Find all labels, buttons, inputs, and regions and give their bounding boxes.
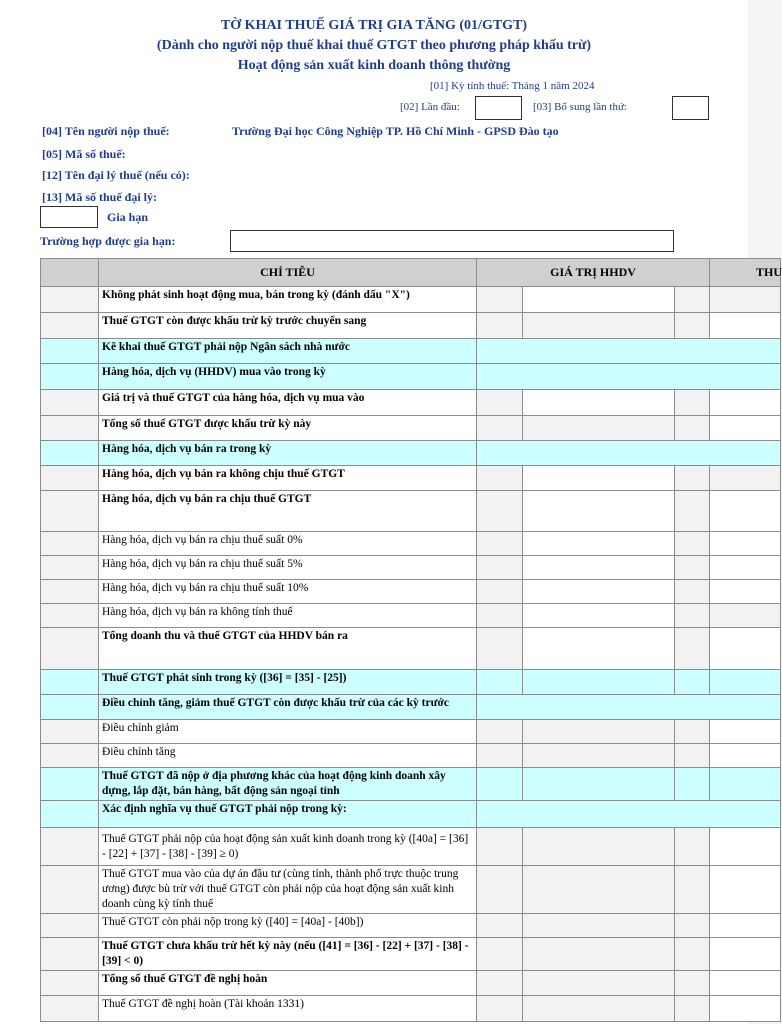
row-indicator-text: Điều chỉnh tăng, giảm thuế GTGT còn được khấu trừ của các kỳ trước: [99, 695, 477, 720]
table-row: [41, 768, 781, 801]
tax-input[interactable]: [710, 580, 781, 604]
tax-input[interactable]: [710, 996, 781, 1022]
value-cell: [523, 416, 675, 441]
value-code-cell: [477, 828, 523, 866]
row-code-cell: [41, 604, 99, 628]
supplement-field[interactable]: [672, 96, 709, 120]
row-indicator-text: Hàng hóa, dịch vụ bán ra chịu thuế GTGT: [99, 491, 477, 532]
table-row: [41, 390, 781, 416]
extension-case-field[interactable]: [230, 230, 674, 252]
no-activity-mark-field[interactable]: [523, 287, 675, 313]
tax-code-cell: [675, 580, 710, 604]
tax-input[interactable]: [710, 744, 781, 768]
tax-input[interactable]: [710, 720, 781, 744]
row-indicator-text: Thuế GTGT phát sinh trong kỳ ([36] = [35] - [25]): [99, 670, 477, 695]
row-indicator-text: Giá trị và thuế GTGT của hàng hóa, dịch vụ mua vào: [99, 390, 477, 416]
tax-input[interactable]: [710, 390, 781, 416]
value-input[interactable]: [523, 491, 675, 532]
tax-input[interactable]: [710, 491, 781, 532]
tax-input[interactable]: [710, 670, 781, 695]
tax-code-cell: [675, 670, 710, 695]
supplement-label: [03] Bổ sung lần thứ:: [533, 101, 627, 113]
section-fill-cell: [477, 339, 781, 364]
tax-code-cell: [675, 996, 710, 1022]
row-code-cell: [41, 491, 99, 532]
row-code-cell: [41, 390, 99, 416]
value-code-cell: [477, 416, 523, 441]
table-row: [41, 744, 781, 768]
tax-code-cell: [675, 390, 710, 416]
header-tax: THU: [710, 259, 781, 287]
tax-code-cell: [675, 744, 710, 768]
row-indicator-text: Hàng hóa, dịch vụ bán ra không chịu thuế GTGT: [99, 466, 477, 491]
section-fill-cell: [477, 801, 781, 828]
value-cell: [523, 828, 675, 866]
tax-code-cell: [675, 491, 710, 532]
value-cell: [523, 996, 675, 1022]
first-time-field[interactable]: [475, 96, 522, 120]
tax-input[interactable]: [710, 768, 781, 801]
section-fill-cell: [477, 695, 781, 720]
tax-cell: [710, 466, 781, 491]
value-code-cell: [477, 938, 523, 971]
tax-code-cell: [675, 313, 710, 339]
row-code-cell: [41, 364, 99, 390]
row-code-cell: [41, 801, 99, 828]
table-header-row: [41, 259, 781, 287]
value-input[interactable]: [523, 390, 675, 416]
tax-code-cell: [675, 556, 710, 580]
row-code-cell: [41, 744, 99, 768]
value-input[interactable]: [523, 580, 675, 604]
row-indicator-text: Hàng hóa, dịch vụ bán ra chịu thuế suất 10%: [99, 580, 477, 604]
value-code-cell: [477, 532, 523, 556]
row-indicator-text: Hàng hóa, dịch vụ bán ra không tính thuế: [99, 604, 477, 628]
row-code-cell: [41, 670, 99, 695]
value-code-cell: [477, 744, 523, 768]
table-row: [41, 364, 781, 390]
row-indicator-text: Thuế GTGT mua vào của dự án đầu tư (cùng tỉnh, thành phố trực thuộc trung ương) được bù trừ với thuế GTGT còn phải nộp của hoạt động sản xuất kinh doanh cùng kỳ tính thuế: [99, 866, 477, 914]
row-indicator-text: Thuế GTGT đã nộp ở địa phương khác của hoạt động kinh doanh xây dựng, lắp đặt, bán hàng, bất động sản ngoại tỉnh: [99, 768, 477, 801]
value-input[interactable]: [523, 628, 675, 670]
tax-code-cell: [675, 828, 710, 866]
row-indicator-text: Hàng hóa, dịch vụ bán ra chịu thuế suất 5%: [99, 556, 477, 580]
value-input[interactable]: [523, 604, 675, 628]
row-indicator-text: Hàng hóa, dịch vụ bán ra trong kỳ: [99, 441, 477, 466]
value-cell: [523, 866, 675, 914]
row-indicator-text: Không phát sinh hoạt động mua, bán trong kỳ (đánh dấu "X"): [99, 287, 477, 313]
table-row: [41, 670, 781, 695]
table-row: [41, 416, 781, 441]
tax-input[interactable]: [710, 828, 781, 866]
row-indicator-text: Thuế GTGT còn phải nộp trong kỳ ([40] = [40a] - [40b]): [99, 914, 477, 938]
tax-input[interactable]: [710, 416, 781, 441]
row-code-cell: [41, 938, 99, 971]
section-fill-cell: [477, 364, 781, 390]
tax-input[interactable]: [710, 914, 781, 938]
row-code-cell: [41, 866, 99, 914]
row-code-cell: [41, 441, 99, 466]
tax-code-cell: [675, 466, 710, 491]
header-blank-cell: [41, 259, 99, 287]
row-code-cell: [41, 628, 99, 670]
tax-input[interactable]: [710, 532, 781, 556]
value-cell: [523, 914, 675, 938]
tax-input[interactable]: [710, 556, 781, 580]
row-indicator-text: Thuế GTGT chưa khấu trừ hết kỳ này (nếu ([41] = [36] - [22] + [37] - [38] - [39] < 0): [99, 938, 477, 971]
value-cell: [523, 670, 675, 695]
table-row: [41, 996, 781, 1022]
row-indicator-text: Xác định nghĩa vụ thuế GTGT phải nộp trong kỳ:: [99, 801, 477, 828]
table-row: [41, 580, 781, 604]
table-row: [41, 556, 781, 580]
row-indicator-text: Điều chỉnh tăng: [99, 744, 477, 768]
row-code-cell: [41, 580, 99, 604]
value-cell: [523, 971, 675, 996]
table-row: [41, 801, 781, 828]
tax-period: [01] Kỳ tính thuế: Tháng 1 năm 2024: [430, 80, 595, 92]
value-cell: [523, 720, 675, 744]
table-row: [41, 491, 781, 532]
value-code-cell: [477, 604, 523, 628]
value-code-cell: [477, 628, 523, 670]
tax-input[interactable]: [710, 971, 781, 996]
table-row: [41, 628, 781, 670]
form-title: TỜ KHAI THUẾ GIÁ TRỊ GIA TĂNG (01/GTGT): [220, 18, 528, 33]
table-row: [41, 441, 781, 466]
taxpayer-name-label: [04] Tên người nộp thuế:: [42, 124, 170, 138]
row-code-cell: [41, 768, 99, 801]
extension-checkbox[interactable]: [40, 206, 98, 228]
table-row: [41, 971, 781, 996]
value-code-cell: [477, 491, 523, 532]
table-row: [41, 720, 781, 744]
row-code-cell: [41, 996, 99, 1022]
value-code-cell: [477, 466, 523, 491]
tax-code-cell: [675, 287, 710, 313]
row-code-cell: [41, 556, 99, 580]
row-indicator-text: Tổng doanh thu và thuế GTGT của HHDV bán ra: [99, 628, 477, 670]
table-row: [41, 866, 781, 914]
row-code-cell: [41, 914, 99, 938]
tax-code-cell: [675, 416, 710, 441]
table-row: [41, 287, 781, 313]
value-input[interactable]: [523, 532, 675, 556]
extension-case-label: Trường hợp được gia hạn:: [40, 234, 176, 248]
tax-code-cell: [675, 604, 710, 628]
row-code-cell: [41, 287, 99, 313]
row-code-cell: [41, 466, 99, 491]
row-indicator-text: Kê khai thuế GTGT phải nộp Ngân sách nhà nước: [99, 339, 477, 364]
tax-code-cell: [675, 532, 710, 556]
value-cell: [523, 313, 675, 339]
value-cell: [523, 938, 675, 971]
tax-code-cell: [675, 768, 710, 801]
header-goods-value: GIÁ TRỊ HHDV: [477, 259, 710, 287]
row-code-cell: [41, 720, 99, 744]
form-activity: Hoạt động sản xuất kinh doanh thông thường: [237, 58, 511, 73]
header-indicator: CHỈ TIÊU: [99, 259, 477, 287]
value-input[interactable]: [523, 466, 675, 491]
table-row: [41, 938, 781, 971]
value-code-cell: [477, 580, 523, 604]
value-code-cell: [477, 670, 523, 695]
value-code-cell: [477, 768, 523, 801]
table-row: [41, 604, 781, 628]
tax-agent-code-label: [13] Mã số thuế đại lý:: [42, 190, 157, 204]
row-indicator-text: Điều chỉnh giảm: [99, 720, 477, 744]
row-indicator-text: Tổng số thuế GTGT được khấu trừ kỳ này: [99, 416, 477, 441]
row-code-cell: [41, 971, 99, 996]
section-fill-cell: [477, 441, 781, 466]
tax-cell: [710, 287, 781, 313]
table-row: [41, 828, 781, 866]
row-code-cell: [41, 695, 99, 720]
tax-code-cell: [675, 938, 710, 971]
tax-input[interactable]: [710, 866, 781, 914]
table-row: [41, 466, 781, 491]
table-row: [41, 695, 781, 720]
value-cell: [523, 744, 675, 768]
value-input[interactable]: [523, 556, 675, 580]
value-code-cell: [477, 914, 523, 938]
value-code-cell: [477, 971, 523, 996]
value-code-cell: [477, 313, 523, 339]
row-code-cell: [41, 416, 99, 441]
row-code-cell: [41, 828, 99, 866]
value-code-cell: [477, 720, 523, 744]
tax-code-cell: [675, 628, 710, 670]
table-row: [41, 914, 781, 938]
value-code-cell: [477, 996, 523, 1022]
tax-input[interactable]: [710, 313, 781, 339]
table-row: [41, 313, 781, 339]
value-code-cell: [477, 866, 523, 914]
table-row: [41, 339, 781, 364]
value-code-cell: [477, 390, 523, 416]
form-subtitle: (Dành cho người nộp thuế khai thuế GTGT theo phương pháp khấu trừ): [156, 38, 592, 53]
value-code-cell: [477, 556, 523, 580]
row-indicator-text: Hàng hóa, dịch vụ (HHDV) mua vào trong kỳ: [99, 364, 477, 390]
declaration-table: [40, 258, 781, 1022]
tax-code-cell: [675, 866, 710, 914]
tax-code-cell: [675, 971, 710, 996]
row-code-cell: [41, 313, 99, 339]
row-indicator-text: Thuế GTGT phải nộp của hoạt động sản xuất kinh doanh trong kỳ ([40a] = [36] - [22] + [37] - [38] - [39] ≥ 0): [99, 828, 477, 866]
extension-label: Gia hạn: [107, 210, 149, 224]
tax-input[interactable]: [710, 938, 781, 971]
row-code-cell: [41, 532, 99, 556]
value-cell: [523, 768, 675, 801]
taxpayer-name-value: Trường Đại học Công Nghiệp TP. Hồ Chí Minh - GPSD Đào tạo: [232, 124, 559, 138]
row-indicator-text: Tổng số thuế GTGT đề nghị hoàn: [99, 971, 477, 996]
tax-code-cell: [675, 914, 710, 938]
row-code-cell: [41, 339, 99, 364]
tax-agent-label: [12] Tên đại lý thuế (nếu có):: [42, 168, 190, 182]
tax-code-label: [05] Mã số thuế:: [42, 147, 126, 161]
value-code-cell: [477, 287, 523, 313]
row-indicator-text: Thuế GTGT còn được khấu trừ kỳ trước chuyển sang: [99, 313, 477, 339]
row-indicator-text: Hàng hóa, dịch vụ bán ra chịu thuế suất 0%: [99, 532, 477, 556]
tax-code-cell: [675, 720, 710, 744]
tax-cell: [710, 604, 781, 628]
first-time-label: [02] Lần đầu:: [400, 101, 460, 113]
tax-input[interactable]: [710, 628, 781, 670]
row-indicator-text: Thuế GTGT đề nghị hoàn (Tài khoản 1331): [99, 996, 477, 1022]
table-row: [41, 532, 781, 556]
